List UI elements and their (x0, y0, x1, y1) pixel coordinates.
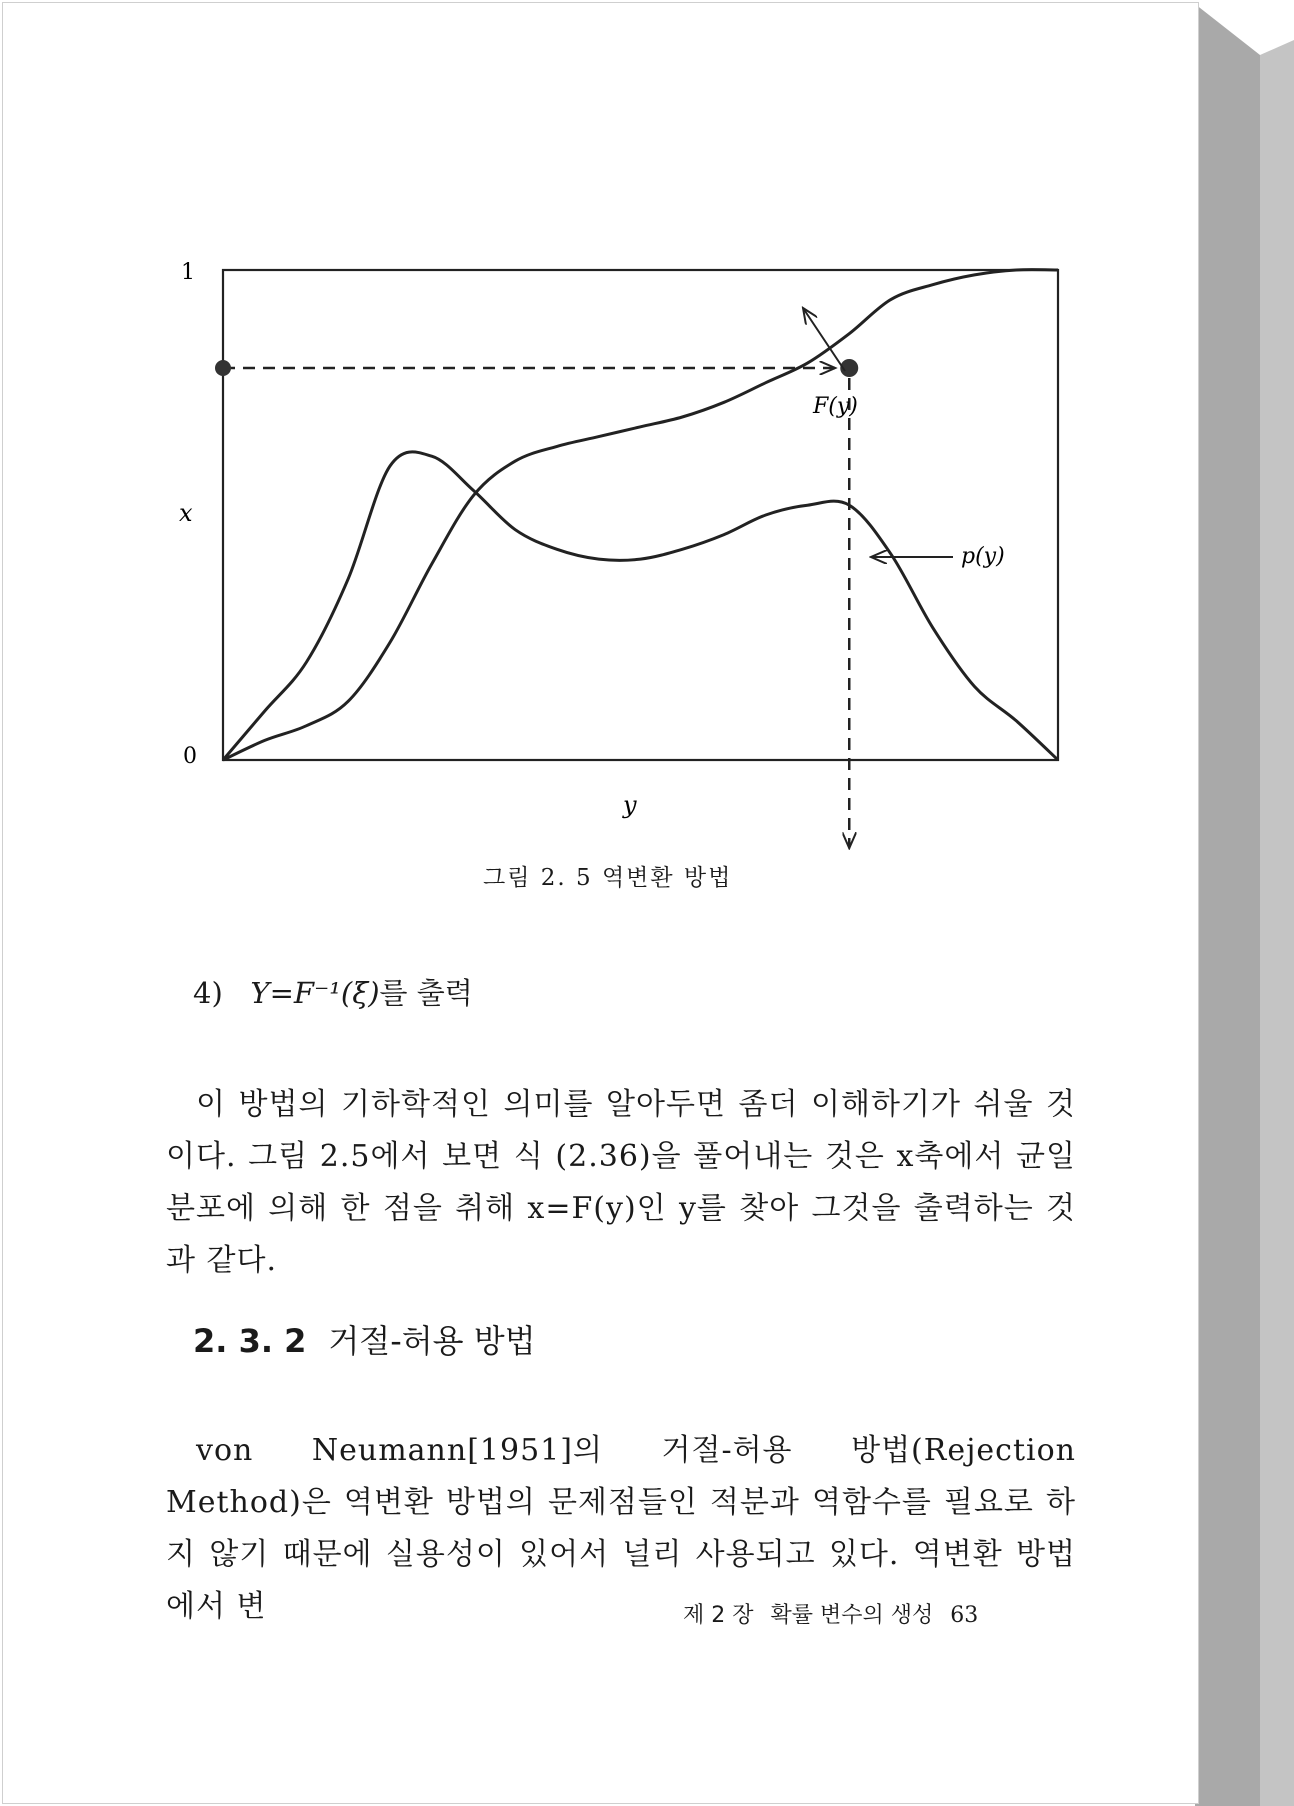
tick-label-top: 1 (181, 260, 195, 285)
algorithm-step-4 (193, 971, 473, 1012)
tick-label-bottom: 0 (183, 744, 197, 769)
curve-F (223, 270, 1058, 760)
step-text: 를 출력 (379, 976, 473, 1010)
F-curve-label: F(y) (813, 394, 858, 419)
curve-p (223, 452, 1058, 760)
step-formula: Y=F⁻¹(ξ) (250, 976, 380, 1010)
footer-title: 확률 변수의 생성 (770, 1603, 934, 1628)
p-curve-label: p(y) (961, 544, 1005, 569)
uniform-sample-point (215, 360, 231, 376)
inverse-transform-figure (153, 243, 1083, 883)
x-axis-label: y (623, 791, 637, 819)
page-number: 63 (950, 1603, 979, 1628)
paragraph-rejection-method: von Neumann[1951]의 거절-허용 방법(Rejection Method)은 역변환 방법의 문제점들인 적분과 역함수를 필요로 하지 않기 때문에 실용성이 있어서 널리 사용되고 있다. 역변환 방법에서 변 (166, 1433, 1076, 1624)
y-axis-label: x (179, 499, 193, 527)
footer-chapter: 제 2 장 (683, 1603, 754, 1628)
step-number: 4) (193, 976, 223, 1010)
plot-frame (223, 270, 1058, 760)
book-edge (1195, 0, 1294, 1806)
section-title: 거절-허용 방법 (328, 1322, 536, 1360)
page-footer (683, 1598, 988, 1629)
section-heading (193, 1316, 536, 1362)
page (2, 2, 1199, 1804)
section-number: 2. 3. 2 (193, 1322, 307, 1360)
paragraph-geometric-meaning: 이 방법의 기하학적인 의미를 알아두면 좀더 이해하기가 쉬울 것이다. 그림 2.5에서 보면 식 (2.36)을 풀어내는 것은 x축에서 균일분포에 의해 한 점을 취해 x=F(y)인 y를 찾아 그것을 출력하는 것과 같다. (166, 1087, 1076, 1278)
figure-caption: 그림 2. 5 역변환 방법 (483, 865, 733, 891)
